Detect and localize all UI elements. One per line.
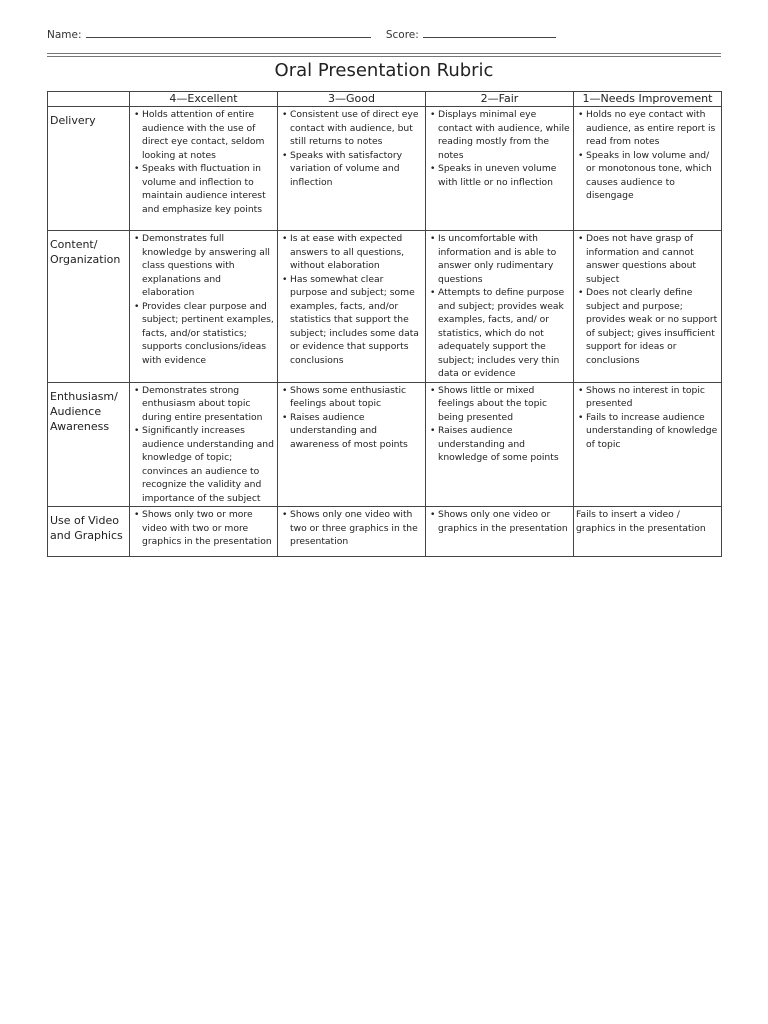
criteria-item: • Significantly increases audience understanding and knowledge of topic; convinces an audience to recognize the validity and importance of the subject	[132, 424, 275, 505]
criteria-cell-needs-improvement	[574, 231, 722, 383]
criteria-item: • Speaks in uneven volume with little or no inflection	[428, 162, 571, 189]
category-cell: Delivery	[48, 107, 130, 231]
category-cell: Use of Video and Graphics	[48, 507, 130, 557]
score-blank-line[interactable]	[423, 27, 556, 38]
column-header-excellent: 4—Excellent	[130, 92, 278, 107]
rubric-table	[47, 91, 722, 557]
criteria-cell-good	[278, 382, 426, 507]
name-label: Name:	[47, 29, 82, 41]
criteria-item: • Speaks with satisfactory variation of volume and inflection	[280, 149, 423, 190]
divider-bottom	[47, 56, 721, 57]
table-row	[48, 382, 722, 507]
table-row	[48, 231, 722, 383]
criteria-item: • Raises audience understanding and awareness of most points	[280, 411, 423, 452]
criteria-item: • Speaks with fluctuation in volume and inflection to maintain audience interest and emphasize key points	[132, 162, 275, 216]
criteria-item: • Provides clear purpose and subject; pertinent examples, facts, and/or statistics; supports conclusions/ideas with evidence	[132, 300, 275, 368]
criteria-cell-fair	[426, 382, 574, 507]
column-header-good: 3—Good	[278, 92, 426, 107]
criteria-item: • Shows only one video or graphics in the presentation	[428, 508, 571, 535]
criteria-cell-fair	[426, 507, 574, 557]
header-row	[47, 27, 556, 41]
criteria-cell-needs-improvement	[574, 107, 722, 231]
criteria-item: • Shows little or mixed feelings about the topic being presented	[428, 384, 571, 425]
criteria-cell-good	[278, 107, 426, 231]
criteria-item: • Shows only one video with two or three graphics in the presentation	[280, 508, 423, 549]
criteria-cell-fair	[426, 107, 574, 231]
criteria-item: • Displays minimal eye contact with audience, while reading mostly from the notes	[428, 108, 571, 162]
criteria-item: • Consistent use of direct eye contact with audience, but still returns to notes	[280, 108, 423, 149]
criteria-item: • Shows some enthusiastic feelings about topic	[280, 384, 423, 411]
criteria-item: • Fails to increase audience understanding of knowledge of topic	[576, 411, 719, 452]
criteria-cell-good	[278, 507, 426, 557]
criteria-item: • Does not have grasp of information and cannot answer questions about subject	[576, 232, 719, 286]
criteria-item: • Shows only two or more video with two or more graphics in the presentation	[132, 508, 275, 549]
criteria-cell-needs-improvement	[574, 382, 722, 507]
header-row-cells	[48, 92, 722, 107]
criteria-item: • Demonstrates strong enthusiasm about topic during entire presentation	[132, 384, 275, 425]
column-header-fair: 2—Fair	[426, 92, 574, 107]
criteria-item: • Holds no eye contact with audience, as entire report is read from notes	[576, 108, 719, 149]
criteria-cell-excellent	[130, 507, 278, 557]
criteria-item: • Has somewhat clear purpose and subject; some examples, facts, and/or statistics that support the subject; includes some data or evidence that supports conclusions	[280, 273, 423, 368]
column-header-category	[48, 92, 130, 107]
criteria-item: • Raises audience understanding and knowledge of some points	[428, 424, 571, 465]
table-row	[48, 507, 722, 557]
category-cell: Content/ Organization	[48, 231, 130, 383]
page-title: Oral Presentation Rubric	[274, 60, 494, 81]
name-blank-line[interactable]	[86, 27, 371, 38]
criteria-cell-excellent	[130, 382, 278, 507]
divider-top	[47, 53, 721, 54]
criteria-cell-needs-improvement	[574, 507, 722, 557]
criteria-item: • Demonstrates full knowledge by answering all class questions with explanations and elaboration	[132, 232, 275, 300]
criteria-item: • Attempts to define purpose and subject; provides weak examples, facts, and/ or statistics, which do not adequately support the subject; includes very thin data or evidence	[428, 286, 571, 381]
column-header-needs-improvement: 1—Needs Improvement	[574, 92, 722, 107]
category-cell: Enthusiasm/ Audience Awareness	[48, 382, 130, 507]
score-label: Score:	[385, 29, 419, 41]
criteria-cell-excellent	[130, 231, 278, 383]
criteria-cell-excellent	[130, 107, 278, 231]
criteria-item: • Holds attention of entire audience with the use of direct eye contact, seldom looking at notes	[132, 108, 275, 162]
criteria-cell-fair	[426, 231, 574, 383]
criteria-item: • Does not clearly define subject and purpose; provides weak or no support of subject; gives insufficient support for ideas or conclusions	[576, 286, 719, 367]
criteria-item: • Shows no interest in topic presented	[576, 384, 719, 411]
table-row	[48, 107, 722, 231]
criteria-item: Fails to insert a video / graphics in the presentation	[576, 509, 706, 534]
criteria-item: • Speaks in low volume and/ or monotonous tone, which causes audience to disengage	[576, 149, 719, 203]
criteria-item: • Is at ease with expected answers to all questions, without elaboration	[280, 232, 423, 273]
criteria-item: • Is uncomfortable with information and is able to answer only rudimentary questions	[428, 232, 571, 286]
criteria-cell-good	[278, 231, 426, 383]
